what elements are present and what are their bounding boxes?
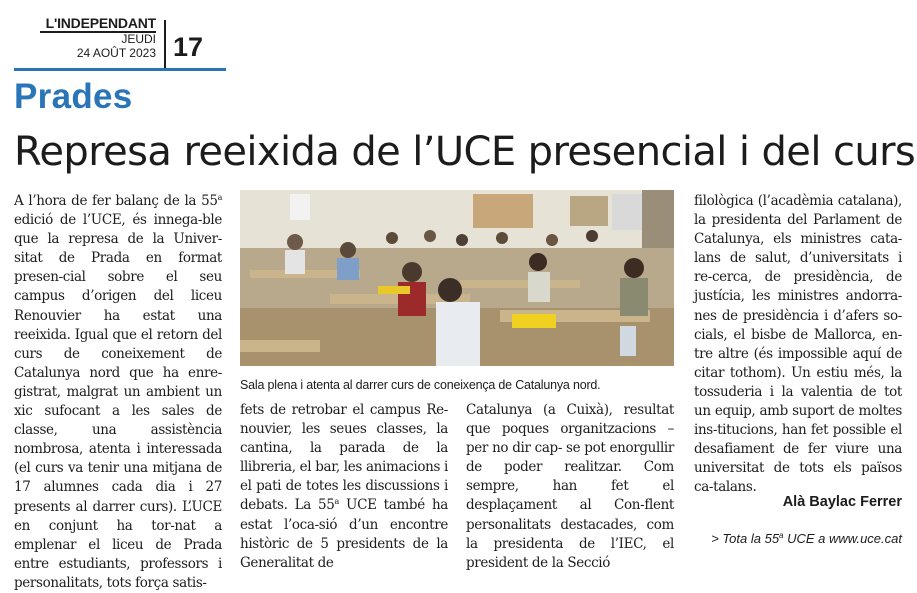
publication-day: JEUDI <box>121 32 156 46</box>
masthead-divider <box>164 20 166 68</box>
ordinal-indicator: a <box>217 193 222 202</box>
section-rule <box>14 68 226 71</box>
article-column-2 <box>240 401 448 573</box>
article-column-1 <box>14 192 222 593</box>
paragraph: filològica (l’acadèmia catalana), la presidenta del Parlament de Catalunya, els ministres cata-lans de salut, d’universitats i re-cerca, de presidència, de justícia, les ministres andorra-nes de presidència i d’afers so-cials, el bisbe de Mallorca, en-tre altre (és impossible aquí de citar tothom). Un estiu més, la tossuderia i la valentia de tot un equip, amb suport de moltes ins-titucions, han fet possible el desafiament de fer viure una universitat de tots els països ca-talans. <box>694 193 902 496</box>
section-title: Prades <box>14 77 133 116</box>
masthead <box>0 8 240 68</box>
newspaper-name: L'INDEPENDANT <box>40 16 156 33</box>
article-column-3 <box>466 401 674 573</box>
classroom-photo-illustration <box>240 190 674 366</box>
paragraph: A l’hora de fer balanç de la 55$^a$ edició de l’UCE, és innega-ble que la represa de la Univer-sitat de Prada en format presen-cial sobre el seu campus d’origen del liceu Renouvier ha estat una reeixida. Igual que el retorn del curs de coneixement de Catalunya nord que ha enre-gistrat, malgrat un ambient un xic sufocant a les sales de classe, una assistència nombrosa, atenta i interessada (el curs va tenir una mitjana de 17 alumnes cada dia i 27 presents al darrer curs). L’UCE en conjunt ha tor-nat a emplenar el liceu de Prada entre estudiants, professors i personalitats, tots força satis- <box>14 193 222 591</box>
photo-caption: Sala plena i atenta al darrer curs de coneixença de Catalunya nord. <box>240 378 601 392</box>
article-headline: Represa reeixida de l’UCE presencial i del curs <box>14 129 916 175</box>
publication-date: 24 AOÛT 2023 <box>76 46 156 60</box>
paragraph: Catalunya (a Cuixà), resultat que poques organitzacions – per no dir cap- se pot enorgullir de poder realitzar. Com sempre, han fet el desplaçament al Con-flent personalitats destacades, com la presidenta de l’IEC, el president de la Secció <box>466 402 674 571</box>
footnote-link[interactable]: > Tota la 55$^a$ UCE a www.uce.cat <box>711 531 902 546</box>
article-photo <box>240 190 674 366</box>
ordinal-indicator: a <box>779 531 784 540</box>
author-signature: Alà Baylac Ferrer <box>782 494 902 510</box>
article-column-4 <box>694 192 902 498</box>
page-number: 17 <box>173 32 204 62</box>
ordinal-indicator: a <box>334 497 339 507</box>
paragraph: fets de retrobar el campus Re-nouvier, les seues classes, la cantina, la parada de la llibreria, el bar, les animacions i el pati de totes les discussions i debats. La 55$^a$ UCE també ha estat l’oca-sió d’un encontre històric de 5 presidents de la Generalitat de <box>240 402 448 571</box>
